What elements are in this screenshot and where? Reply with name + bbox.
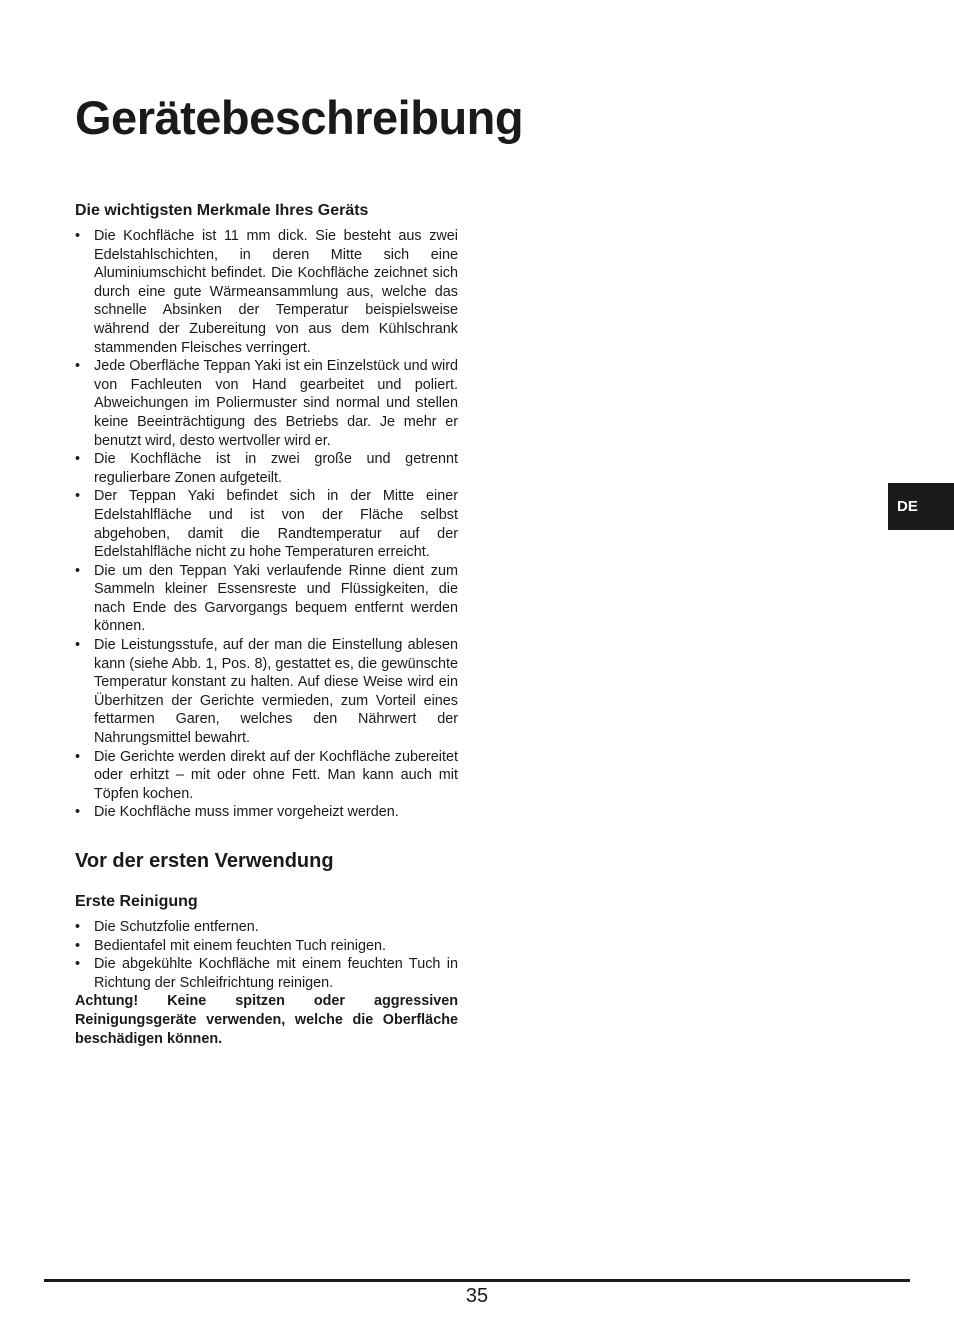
list-item-text: Bedientafel mit einem feuchten Tuch reinigen. bbox=[94, 937, 386, 954]
bullet-icon: • bbox=[75, 637, 81, 654]
list-item bbox=[75, 227, 458, 357]
list-item bbox=[75, 955, 458, 992]
warning-note: Achtung! Keine spitzen oder aggressiven Reinigungsgeräte verwenden, welche die Oberfläche beschädigen können. bbox=[75, 993, 458, 1047]
list-item bbox=[75, 636, 458, 748]
bullet-icon: • bbox=[75, 451, 81, 468]
first-cleaning-heading: Erste Reinigung bbox=[75, 893, 198, 910]
bullet-icon: • bbox=[75, 919, 81, 935]
list-item bbox=[75, 450, 458, 487]
bullet-icon: • bbox=[75, 956, 81, 973]
list-item-text: Die Leistungsstufe, auf der man die Einstellung ablesen kann (siehe Abb. 1, Pos. 8), gestattet es, die gewünschte Temperatur konstant zu halten. Auf diese Weise wird ein Überhitzen der Gerichte vermieden, zum Vorteil eines fettarmen Garen, welches den Nährwert der Nahrungsmittel bewahrt. bbox=[94, 637, 458, 747]
bullet-icon: • bbox=[75, 804, 81, 821]
list-item-text: Die Kochfläche muss immer vorgeheizt werden. bbox=[94, 804, 399, 821]
bullet-icon: • bbox=[75, 488, 81, 505]
list-item bbox=[75, 562, 458, 636]
list-item-text: Die Kochfläche ist 11 mm dick. Sie besteht aus zwei Edelstahlschichten, in deren Mitte sich eine Aluminiumschicht befindet. Die Kochfläche zeichnet sich durch eine gute Wärmeansammlung aus, welche das schnelle Absinken der Temperatur beispielsweise während der Zubereitung von aus dem Kühlschrank stammenden Fleisches verringert. bbox=[94, 228, 458, 356]
list-item-text: Die Gerichte werden direkt auf der Kochfläche zubereitet oder erhitzt – mit oder ohne Fett. Man kann auch mit Töpfen kochen. bbox=[94, 748, 458, 802]
features-heading: Die wichtigsten Merkmale Ihres Geräts bbox=[75, 202, 369, 219]
page-title: Gerätebeschreibung bbox=[75, 91, 524, 144]
list-item-text: Der Teppan Yaki befindet sich in der Mitte einer Edelstahlfläche und ist von der Fläche selbst abgehoben, damit die Randtemperatur auf der Edelstahlfläche nicht zu hohe Temperaturen erreicht. bbox=[94, 488, 458, 561]
bullet-icon: • bbox=[75, 562, 81, 579]
list-item bbox=[75, 937, 458, 956]
list-item bbox=[75, 803, 458, 822]
language-tab: DE bbox=[888, 483, 954, 530]
page-number: 35 bbox=[465, 1285, 489, 1307]
bullet-icon: • bbox=[75, 748, 81, 765]
list-item-text: Jede Oberfläche Teppan Yaki ist ein Einzelstück und wird von Fachleuten von Hand gearbeitet und poliert. Abweichungen im Poliermuster sind normal und stellen keine Beeinträchtigung des Betriebs dar. Je mehr er benutzt wird, desto wertvoller wird er. bbox=[94, 358, 458, 449]
first-use-heading: Vor der ersten Verwendung bbox=[75, 850, 334, 872]
features-list bbox=[75, 227, 458, 822]
cleaning-list bbox=[75, 918, 458, 992]
bullet-icon: • bbox=[75, 228, 81, 244]
list-item bbox=[75, 487, 458, 561]
list-item bbox=[75, 357, 458, 450]
bullet-icon: • bbox=[75, 358, 81, 375]
bullet-icon: • bbox=[75, 937, 81, 954]
list-item bbox=[75, 748, 458, 804]
list-item bbox=[75, 918, 458, 937]
list-item-text: Die Schutzfolie entfernen. bbox=[94, 919, 259, 935]
footer-divider bbox=[44, 1279, 910, 1282]
list-item-text: Die Kochfläche ist in zwei große und getrennt regulierbare Zonen aufgeteilt. bbox=[94, 451, 458, 486]
list-item-text: Die abgekühlte Kochfläche mit einem feuchten Tuch in Richtung der Schleifrichtung reinigen. bbox=[94, 956, 458, 991]
main-content bbox=[75, 201, 458, 1048]
list-item-text: Die um den Teppan Yaki verlaufende Rinne dient zum Sammeln kleiner Essensreste und Flüssigkeiten, die nach Ende des Garvorgangs bequem entfernt werden können. bbox=[94, 562, 458, 635]
